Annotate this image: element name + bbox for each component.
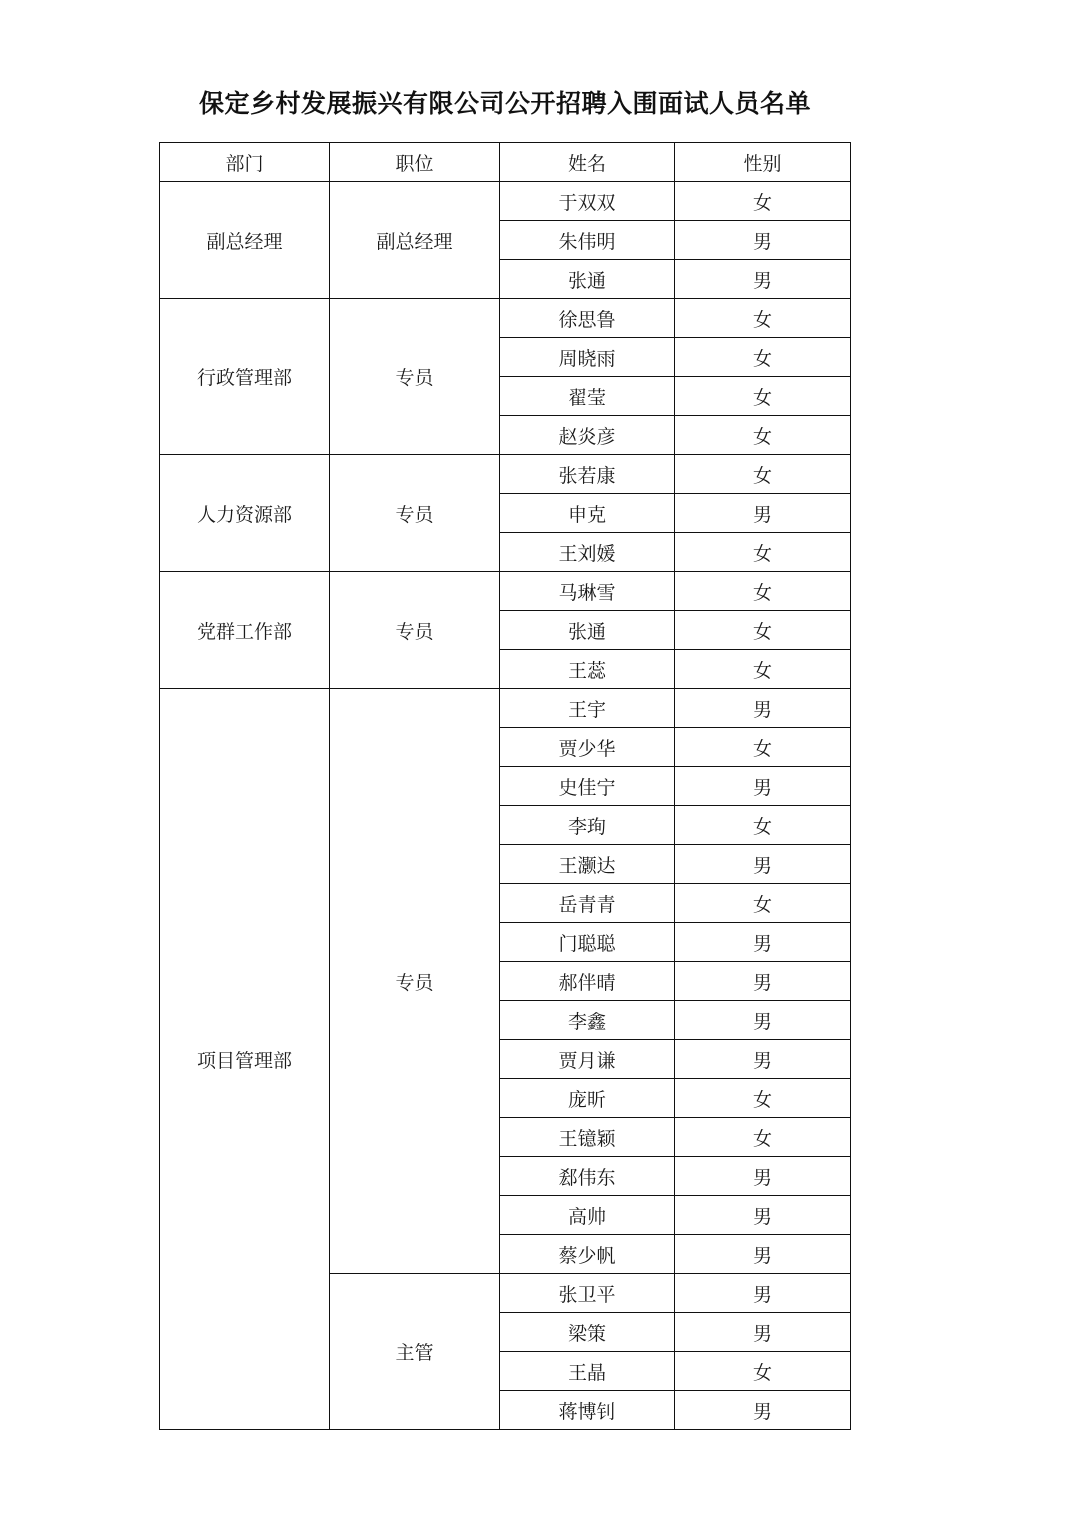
gender-cell: 女	[675, 728, 851, 767]
header-row	[160, 143, 851, 182]
gender-cell: 男	[675, 845, 851, 884]
gender-cell: 女	[675, 806, 851, 845]
gender-cell: 男	[675, 962, 851, 1001]
gender-cell: 女	[675, 416, 851, 455]
name-cell: 门聪聪	[500, 923, 675, 962]
name-cell: 朱伟明	[500, 221, 675, 260]
name-cell: 张卫平	[500, 1274, 675, 1313]
gender-cell: 女	[675, 611, 851, 650]
table-header	[160, 143, 851, 182]
gender-cell: 女	[675, 377, 851, 416]
name-cell: 郄伟东	[500, 1157, 675, 1196]
name-cell: 蒋博钊	[500, 1391, 675, 1430]
name-cell: 赵炎彦	[500, 416, 675, 455]
gender-cell: 男	[675, 767, 851, 806]
gender-cell: 女	[675, 182, 851, 221]
name-cell: 贾月谦	[500, 1040, 675, 1079]
name-cell: 张通	[500, 260, 675, 299]
name-cell: 张通	[500, 611, 675, 650]
name-cell: 马琳雪	[500, 572, 675, 611]
gender-cell: 女	[675, 572, 851, 611]
gender-cell: 男	[675, 260, 851, 299]
name-cell: 史佳宁	[500, 767, 675, 806]
name-cell: 郝伴晴	[500, 962, 675, 1001]
gender-cell: 女	[675, 650, 851, 689]
gender-cell: 女	[675, 1079, 851, 1118]
department-cell: 项目管理部	[160, 689, 330, 1430]
header-name: 姓名	[500, 143, 675, 182]
department-cell: 人力资源部	[160, 455, 330, 572]
table-row	[160, 182, 851, 221]
gender-cell: 男	[675, 1157, 851, 1196]
gender-cell: 男	[675, 1040, 851, 1079]
name-cell: 庞昕	[500, 1079, 675, 1118]
name-cell: 翟莹	[500, 377, 675, 416]
name-cell: 贾少华	[500, 728, 675, 767]
department-cell: 党群工作部	[160, 572, 330, 689]
name-cell: 张若康	[500, 455, 675, 494]
table-row	[160, 455, 851, 494]
position-cell: 专员	[330, 455, 500, 572]
gender-cell: 男	[675, 494, 851, 533]
document-title: 保定乡村发展振兴有限公司公开招聘入围面试人员名单	[198, 89, 811, 118]
name-cell: 徐思鲁	[500, 299, 675, 338]
gender-cell: 女	[675, 884, 851, 923]
table-body	[160, 182, 851, 1430]
gender-cell: 男	[675, 923, 851, 962]
name-cell: 蔡少帆	[500, 1235, 675, 1274]
name-cell: 李鑫	[500, 1001, 675, 1040]
name-cell: 李珣	[500, 806, 675, 845]
gender-cell: 男	[675, 689, 851, 728]
gender-cell: 女	[675, 299, 851, 338]
name-cell: 王灏达	[500, 845, 675, 884]
name-cell: 岳青青	[500, 884, 675, 923]
candidate-table	[159, 142, 851, 1430]
gender-cell: 男	[675, 1274, 851, 1313]
header-position: 职位	[330, 143, 500, 182]
gender-cell: 男	[675, 1313, 851, 1352]
position-cell: 专员	[330, 299, 500, 455]
table-row	[160, 299, 851, 338]
table-row	[160, 689, 851, 728]
name-cell: 于双双	[500, 182, 675, 221]
gender-cell: 女	[675, 1352, 851, 1391]
gender-cell: 女	[675, 533, 851, 572]
position-cell: 副总经理	[330, 182, 500, 299]
name-cell: 周晓雨	[500, 338, 675, 377]
name-cell: 王蕊	[500, 650, 675, 689]
department-cell: 副总经理	[160, 182, 330, 299]
gender-cell: 男	[675, 1001, 851, 1040]
name-cell: 王宇	[500, 689, 675, 728]
gender-cell: 男	[675, 221, 851, 260]
gender-cell: 女	[675, 338, 851, 377]
department-cell: 行政管理部	[160, 299, 330, 455]
name-cell: 王镱颖	[500, 1118, 675, 1157]
name-cell: 王晶	[500, 1352, 675, 1391]
gender-cell: 男	[675, 1196, 851, 1235]
gender-cell: 男	[675, 1235, 851, 1274]
name-cell: 王刘媛	[500, 533, 675, 572]
gender-cell: 男	[675, 1391, 851, 1430]
header-gender: 性别	[675, 143, 851, 182]
name-cell: 申克	[500, 494, 675, 533]
gender-cell: 女	[675, 1118, 851, 1157]
position-cell: 专员	[330, 572, 500, 689]
name-cell: 梁策	[500, 1313, 675, 1352]
header-department: 部门	[160, 143, 330, 182]
position-cell: 主管	[330, 1274, 500, 1430]
table-row	[160, 572, 851, 611]
name-cell: 高帅	[500, 1196, 675, 1235]
gender-cell: 女	[675, 455, 851, 494]
position-cell: 专员	[330, 689, 500, 1274]
